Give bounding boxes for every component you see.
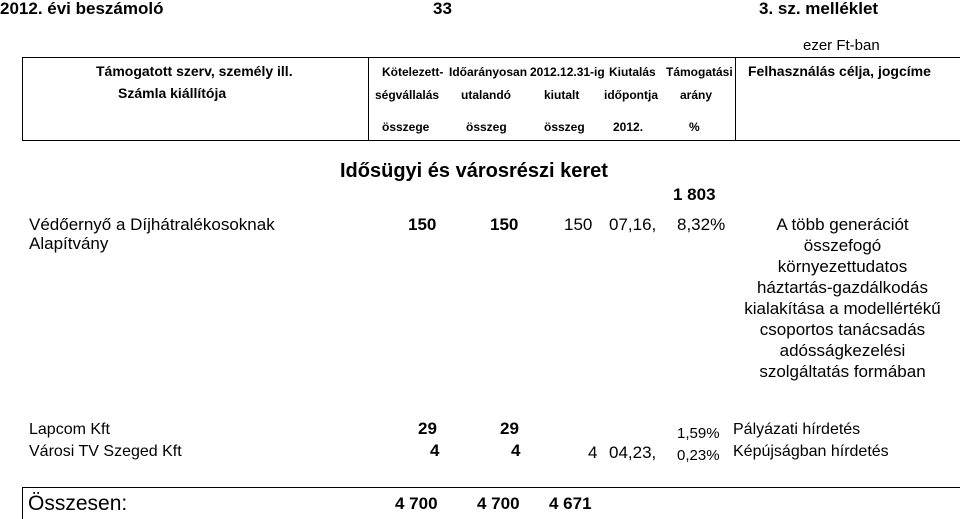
row1-purpose-line-7: adósságkezelési <box>779 341 906 360</box>
header-tamogatasi-3: % <box>689 120 700 134</box>
header-kiutalas-3: 2012. <box>613 120 644 134</box>
row1-kiutalt: 150 <box>564 215 593 234</box>
total-idoaranyos: 4 700 <box>477 494 520 513</box>
table-left-border <box>22 57 23 140</box>
row1-purpose-line-4: háztartás-gazdálkodás <box>756 278 929 297</box>
table-top-border <box>22 57 960 58</box>
header-kiutalt-3: összeg <box>544 120 585 134</box>
header-idoaranyosan-3: összeg <box>466 120 507 134</box>
row2-kotelezett: 29 <box>418 419 437 438</box>
row3-idoaranyos: 4 <box>511 441 521 460</box>
row2-name: Lapcom Kft <box>29 421 110 438</box>
total-kiutalt: 4 671 <box>549 494 592 513</box>
row3-purpose: Képújságban hírdetés <box>733 443 889 460</box>
total-kotelezett: 4 700 <box>395 494 438 513</box>
row3-kotelezett: 4 <box>430 441 440 460</box>
header-bottom-border <box>22 140 960 141</box>
header-kotelezett-3: összege <box>382 120 430 134</box>
col1-divider <box>368 57 369 140</box>
row1-purpose-line-5: kialakítása a modellértékű <box>744 299 941 318</box>
section-title: Idősügyi és városrészi keret <box>340 160 608 182</box>
row1-purpose-line-6: csoportos tanácsadás <box>759 320 926 339</box>
unit-label: ezer Ft-ban <box>803 37 880 54</box>
col-purpose-divider <box>735 57 736 140</box>
row2-idoaranyos: 29 <box>500 419 519 438</box>
row3-datum: 04,23, <box>609 443 657 462</box>
header-idoaranyosan-1: Időarányosan <box>449 65 528 79</box>
row3-name: Városi TV Szeged Kft <box>29 443 182 460</box>
header-kotelezett-2: ségvállalás <box>375 88 440 102</box>
row1-purpose-line-1: A több generációt <box>776 215 909 234</box>
row1-arany: 8,32% <box>677 215 726 234</box>
section-subtotal: 1 803 <box>673 185 716 204</box>
annex-label: 3. sz. melléklet <box>759 0 879 18</box>
row3-kiutalt: 4 <box>588 443 598 462</box>
header-invoice-issuer: Számla kiállítója <box>118 85 227 101</box>
header-kiutalas-2: időpontja <box>604 88 658 102</box>
header-idoaranyosan-2: utalandó <box>461 88 511 102</box>
row3-arany: 0,23% <box>677 447 720 464</box>
row2-purpose: Pályázati hírdetés <box>733 421 861 438</box>
header-kiutalas-1: Kiutalás <box>609 65 656 79</box>
header-supported-entity: Támogatott szerv, személy ill. <box>96 63 293 79</box>
header-kiutalt-1: 2012.12.31-ig <box>530 65 605 79</box>
row2-arany: 1,59% <box>677 425 720 442</box>
report-title: 2012. évi beszámoló <box>0 0 164 18</box>
row1-kotelezett: 150 <box>408 215 437 234</box>
row1-idoaranyos: 150 <box>490 215 519 234</box>
row1-name-line2: Alapítvány <box>29 234 109 253</box>
row1-purpose-line-2: összefogó <box>803 236 882 255</box>
row1-name-line1: Védőernyő a Díjhátralékosoknak <box>29 215 275 234</box>
header-purpose: Felhasználás célja, jogcíme <box>748 63 931 79</box>
header-kiutalt-2: kiutalt <box>544 88 580 102</box>
header-tamogatasi-2: arány <box>680 88 713 102</box>
row1-purpose-line-8: szolgáltatás formában <box>759 362 926 381</box>
page-number: 33 <box>433 0 452 18</box>
header-tamogatasi-1: Támogatási <box>666 65 733 79</box>
total-left-border <box>22 487 23 519</box>
row1-datum: 07,16, <box>609 215 657 234</box>
row1-purpose-line-3: környezettudatos <box>777 257 908 276</box>
total-top-border <box>22 487 960 488</box>
header-kotelezett-1: Kötelezett- <box>382 65 444 79</box>
total-label: Összesen: <box>28 492 128 515</box>
